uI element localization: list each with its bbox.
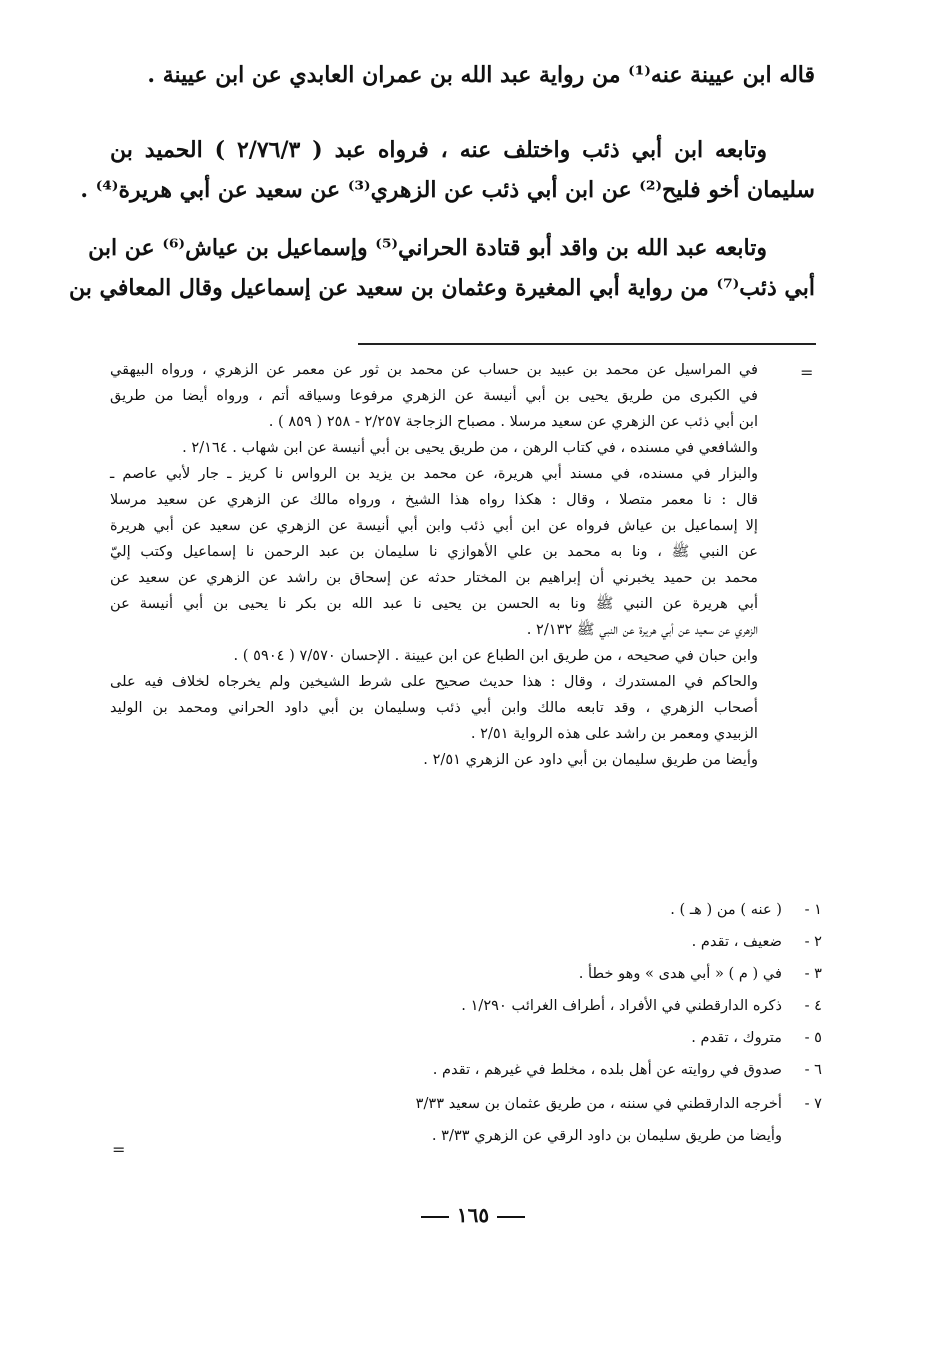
footnote-line: وابن حبان في صحيحه ، من طريق ابن الطباع عن ابن عيينة . الإحسان ٧/٥٧٠ ( ٥٩٠٤ ) . [233,647,758,664]
footnote-text: ضعيف ، تقدم . [691,933,782,950]
footnote-line: والحاكم في المستدرك ، وقال : هذا حديث صحيح على شرط الشيخين ولم يخرجاه لخلاف فيه على [110,673,758,690]
footnote-text: صدوق في روايته عن أهل بلده ، مخلط في غيرهم ، تقدم . [432,1061,782,1078]
footnote-line: إلا إسماعيل بن عياش فرواه عن ابن أبي ذئب وابن أبي أنيسة عن الزهري عن سعيد عن أبي هريرة [110,517,758,534]
page-number-dash [497,1216,525,1218]
page-number [0,1200,946,1230]
footnote-number: ٧ - [804,1095,822,1112]
footnote-line: الزبيدي ومعمر بن راشد على هذه الرواية ٢/٥١ . [470,725,758,742]
continuation-mark: = [800,363,814,382]
footnote-line: قال : نا معمر متصلا ، وقال : هكذا رواه هذا الشيخ ، ورواه مالك عن الزهري عن سعيد مرسلا [110,491,758,508]
footnote-text: ( عنه ) من ( هـ ) . [670,901,782,918]
footnote-line: ابن أبي ذئب عن الزهري عن سعيد مرسلا . مصباح الزجاجة ٢/٢٥٧ - ٢٥٨ ( ٨٥٩ ) . [268,413,758,430]
footnote-line: والشافعي في مسنده ، في كتاب الرهن ، من طريق يحيى بن أبي أنيسة عن ابن شهاب . ٢/١٦٤ . [182,439,758,456]
footnote-line: في الكبرى من طريق يحيى بن أبي أنيسة عن الزهري مرفوعا وسياقه أتم ، ورواه أيضا من طريق [110,387,758,404]
footnote-text: متروك ، تقدم . [691,1029,782,1046]
footnote-line: والبزار في مسنده، في مسند أبي هريرة، عن محمد بن يزيد بن الرواس نا كريز ـ جار لأبي عاصم ـ [110,465,758,482]
main-line: سليمان أخو فليح⁽²⁾ عن ابن أبي ذئب عن الزهري⁽³⁾ عن سعيد عن أبي هريرة⁽⁴⁾ . [80,177,815,203]
footnote-line: أصحاب الزهري ، وقد تابعه مالك وابن أبي ذئب وسليمان بن أبي داود الحراني ومحمد بن الوليد [110,699,758,716]
main-line: أبي ذئب⁽⁷⁾ من رواية أبي المغيرة وعثمان بن سعيد عن إسماعيل وقال المعافي بن [69,275,815,301]
footnote-line: محمد بن حميد يخبرني أن إبراهيم بن المختار حدثه عن إسحاق بن راشد عن الزهري عن سعيد عن [110,569,758,586]
footnote-text: في ( م ) « أبي هدى » وهو خطأ . [578,965,782,982]
footnote-number: ٢ - [804,933,822,950]
footnote-line: في المراسيل عن محمد بن عبيد بن حساب عن محمد بن ثور عن معمر عن الزهري ، ورواه البيهقي [110,361,758,378]
main-line: وتابعه عبد الله بن واقد أبو قتادة الحراني⁽⁵⁾ وإسماعيل بن عياش⁽⁶⁾ عن ابن [88,235,767,261]
footnote-divider [358,343,816,345]
footnote-line: عن النبي ﷺ ، ونا به محمد بن علي الأهوازي نا سليمان بن عبد الرحمن نا إسماعيل وكتب إليّ [110,543,758,560]
page-number-value: ١٦٥ [456,1203,490,1227]
footnote-number: ٣ - [804,965,822,982]
footnote-line: أبي هريرة عن النبي ﷺ ونا به الحسن بن يحيى نا عبد الله بن بكر نا يحيى بن أبي أنيسة عن [110,595,758,612]
footnote-text: أخرجه الدارقطني في سننه ، من طريق عثمان بن سعيد ٣/٣٣ [415,1095,782,1112]
footnote-line: وأيضا من طريق سليمان بن أبي داود عن الزهري ٢/٥١ . [423,751,758,768]
footnote-number: ٤ - [804,997,822,1014]
footnote-number: ١ - [804,901,822,918]
footnote-continuation: وأيضا من طريق سليمان بن داود الرقي عن الزهري ٣/٣٣ . [431,1127,782,1144]
main-line: قاله ابن عيينة عنه⁽¹⁾ من رواية عبد الله بن عمران العابدي عن ابن عيينة . [147,62,815,88]
footnote-text: ذكره الدارقطني في الأفراد ، أطراف الغرائب ١/٢٩٠ . [461,997,782,1014]
main-line: وتابعه ابن أبي ذئب واختلف عنه ، فرواه عبد ( ٢/٧٦/٣ ) الحميد بن [110,137,767,163]
page-number-dash [421,1216,449,1218]
bottom-continuation-mark: = [112,1140,126,1159]
footnote-number: ٦ - [804,1061,822,1078]
footnote-number: ٥ - [804,1029,822,1046]
footnote-line: الزهري عن سعيد عن أبي هريرة عن النبي ﷺ ٢/١٣٢ . [526,621,758,638]
